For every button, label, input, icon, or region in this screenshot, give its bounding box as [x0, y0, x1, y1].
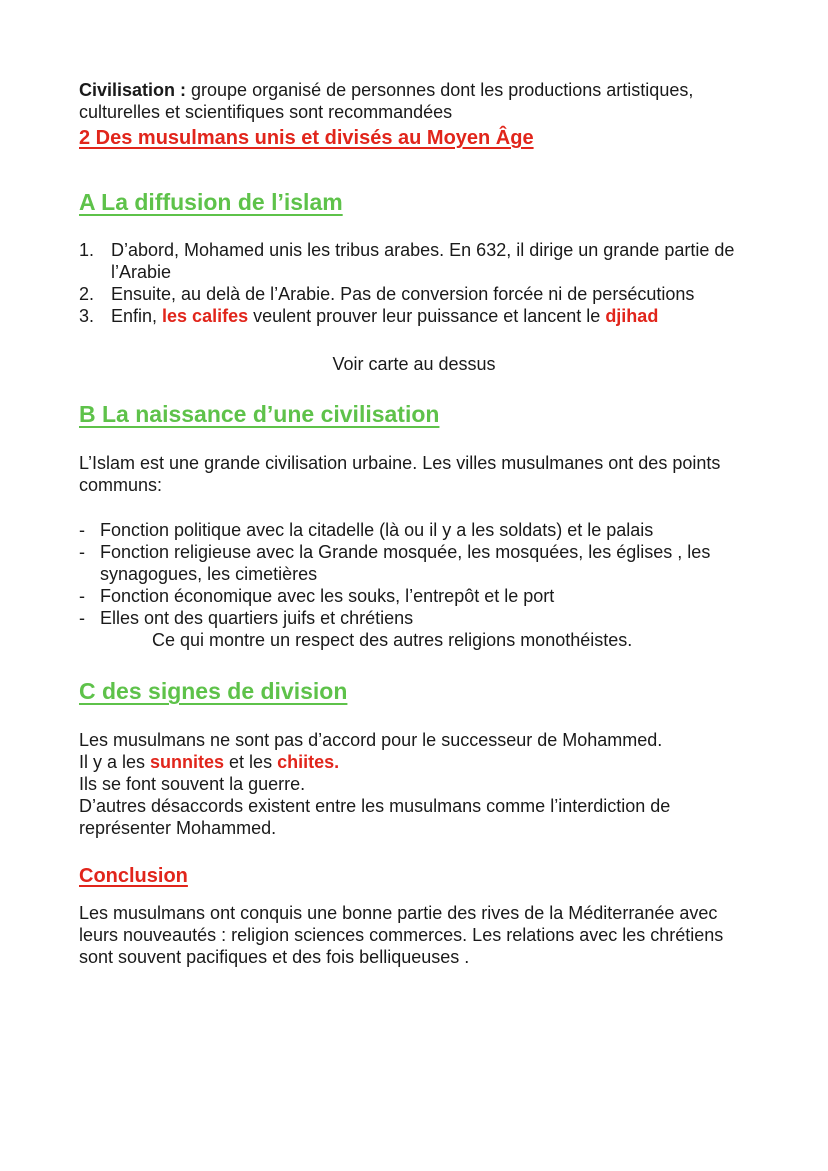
- section-b-list: [79, 519, 759, 629]
- list-item: - Elles ont des quartiers juifs et chrétiens: [79, 608, 414, 628]
- conclusion-text: Les musulmans ont conquis une bonne partie des rives de la Méditerranée avec leurs nouveautés : religion sciences commerces. Les relations avec les chrétiens sont souvent pacifiques et des fois belliqueuses .: [79, 903, 724, 967]
- conclusion-title: Conclusion: [79, 865, 188, 887]
- definition-text: groupe organisé de personnes dont les productions artistiques, culturelles et scientifiques sont recommandées: [79, 80, 694, 122]
- section-c-line-4: D’autres désaccords existent entre les musulmans comme l’interdiction de représenter Mohammed.: [79, 796, 671, 838]
- civilisation-definition: [79, 79, 759, 123]
- list-item: 2. Ensuite, au delà de l’Arabie. Pas de conversion forcée ni de persécutions: [79, 284, 695, 304]
- list-item: - Fonction économique avec les souks, l’entrepôt et le port: [79, 586, 555, 606]
- highlight-djihad: djihad: [605, 306, 659, 326]
- section-c-line-3: Ils se font souvent la guerre.: [79, 774, 306, 794]
- highlight-califes: les califes: [162, 306, 249, 326]
- section-c-title: C des signes de division: [79, 678, 348, 704]
- section-b-title: B La naissance d’une civilisation: [79, 401, 440, 427]
- list-item: 1. D’abord, Mohamed unis les tribus arabes. En 632, il dirige un grande partie de l’Arabie: [79, 240, 735, 282]
- definition-term: Civilisation :: [79, 80, 187, 100]
- map-note: Voir carte au dessus: [332, 354, 496, 374]
- highlight-chiites: chiites.: [277, 752, 340, 772]
- section-b-conclusion-line: Ce qui montre un respect des autres religions monothéistes.: [152, 630, 633, 650]
- highlight-sunnites: sunnites: [150, 752, 225, 772]
- list-item: - Fonction politique avec la citadelle (là ou il y a les soldats) et le palais: [79, 520, 654, 540]
- list-item: 3. Enfin, les califes veulent prouver leur puissance et lancent le djihad: [79, 306, 659, 326]
- section-c-line-1: Les musulmans ne sont pas d’accord pour le successeur de Mohammed.: [79, 730, 663, 750]
- document-page: [79, 79, 759, 967]
- list-item: - Fonction religieuse avec la Grande mosquée, les mosquées, les églises , les synagogues, les cimetières: [79, 542, 711, 584]
- section-b-paragraph: L’Islam est une grande civilisation urbaine. Les villes musulmanes ont des points communs:: [79, 453, 721, 495]
- section-c-line-2: Il y a les sunnites et les chiites.: [79, 752, 340, 772]
- section-a-title: A La diffusion de l’islam: [79, 189, 343, 215]
- section-a-list: [79, 239, 759, 327]
- main-title: 2 Des musulmans unis et divisés au Moyen Âge: [79, 127, 534, 149]
